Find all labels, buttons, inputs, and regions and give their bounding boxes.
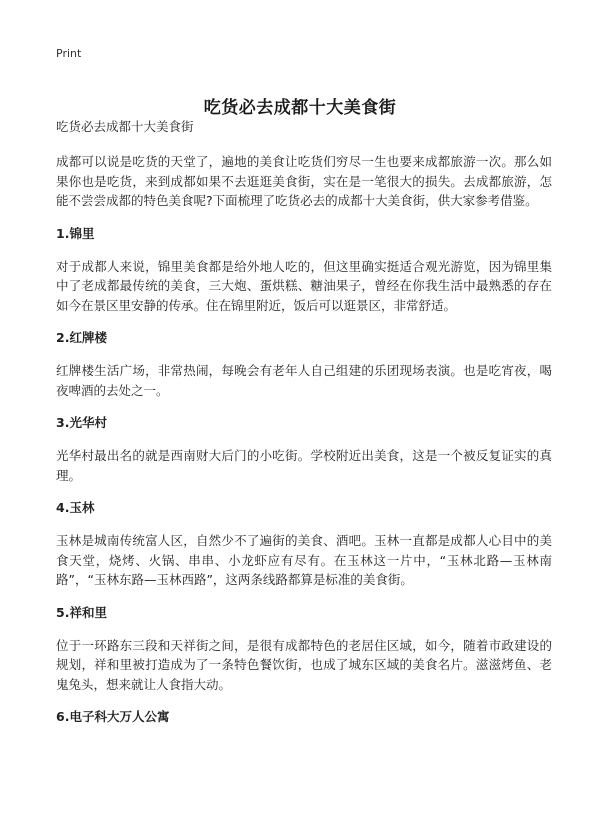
article-body <box>56 117 552 740</box>
section-paragraph: 红牌楼生活广场，非常热闹，每晚会有老年人自己组建的乐团现场表演。也是吃宵夜，喝夜啤酒的去处之一。 <box>56 363 552 398</box>
section-paragraph: 位于一环路东三段和天祥街之间，是很有成都特色的老居住区域，如今，随着市政建设的规划，祥和里被打造成为了一条特色餐饮街，也成了城东区域的美食名片。滋滋烤鱼、老鬼兔头，想来就让人食指大动。 <box>56 637 552 692</box>
section-paragraph: 对于成都人来说，锦里美食都是给外地人吃的，但这里确实挺适合观光游览，因为锦里集中了老成都最传统的美食，三大炮、蛋烘糕、糖油果子，曾经在你我生活中最熟悉的存在如今在景区里安静的传承。住在锦里附近，饭后可以逛景区，非常舒适。 <box>56 258 552 313</box>
section-2 <box>56 328 552 400</box>
section-heading: 5.祥和里 <box>56 604 107 620</box>
section-heading: 1.锦里 <box>56 225 95 241</box>
section-heading: 4.玉林 <box>56 500 95 515</box>
section-paragraph: 光华村最出名的就是西南财大后门的小吃街。学校附近出美食，这是一个被反复证实的真理。 <box>56 448 552 483</box>
intro-paragraph: 成都可以说是吃货的天堂了，遍地的美食让吃货们穷尽一生也要来成都旅游一次。那么如果你也是吃货，来到成都如果不去逛逛美食街，实在是一笔很大的损失。去成都旅游，怎能不尝尝成都的特色美食呢?下面梳理了吃货必去的成都十大美食街，供大家参考借鉴。 <box>56 154 552 208</box>
section-5 <box>56 603 552 695</box>
section-heading: 3.光华村 <box>56 415 107 430</box>
article-subtitle: 吃货必去成都十大美食街 <box>56 119 194 134</box>
section-paragraph: 玉林是城南传统富人区，自然少不了遍街的美食、酒吧。玉林一直都是成都人心目中的美食天堂，烧烤、火锅、串串、小龙虾应有尽有。在玉林这一片中，“玉林北路—玉林南路”，“玉林东路—玉林西路”，这两条线路都算是标准的美食街。 <box>56 533 552 587</box>
print-link[interactable]: Print <box>56 47 82 60</box>
page-title: 吃货必去成都十大美食街 <box>203 98 397 119</box>
section-4 <box>56 498 552 590</box>
section-3 <box>56 413 552 485</box>
section-heading: 2.红牌楼 <box>56 330 107 345</box>
section-1 <box>56 224 552 316</box>
section-heading: 6.电子科大万人公寓 <box>56 709 170 724</box>
section-6 <box>56 707 552 727</box>
